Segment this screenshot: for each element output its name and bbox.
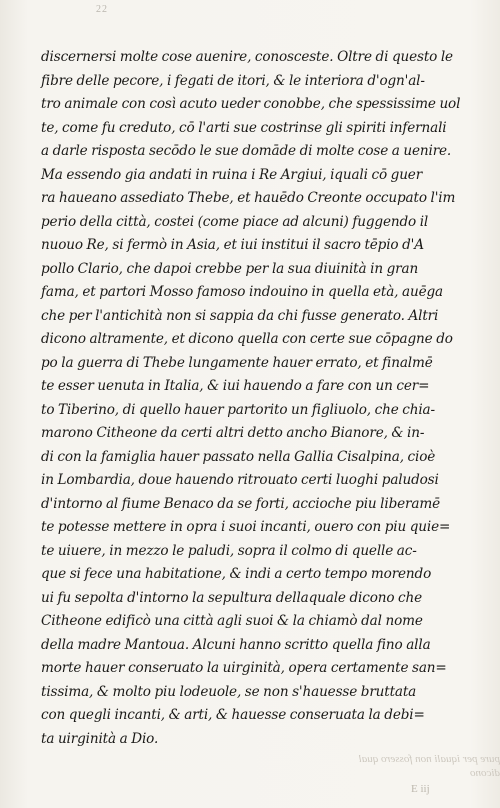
text-line: ta uirginità a Dio. (41, 730, 159, 747)
bleed-through-line: pure per iquali non fossero qual (358, 753, 500, 765)
text-line: to Tiberino, di quello hauer partorito un figliuolo, che chia- (41, 401, 435, 418)
text-line: que si fece una habitatione, & indi a certo tempo morendo (41, 566, 432, 582)
text-line: morte hauer conseruato la uirginità, opera certamente san= (41, 660, 447, 676)
text-line: pollo Clario, che dapoi crebbe per la sua diuinità in gran (41, 260, 419, 277)
text-line: con quegli incanti, & arti, & hauesse conseruata la debi= (41, 707, 425, 723)
text-line: nuouo Re, si fermò in Asia, et iui institui il sacro tēpio d'A (41, 237, 424, 253)
text-line: ui fu sepolta d'intorno la sepultura dellaquale dicono che (41, 589, 423, 606)
text-line: te uiuere, in mezzo le paludi, sopra il colmo di quelle ac- (41, 542, 417, 559)
text-line: Ma essendo gia andati in ruina i Re Argiui, iquali cō guer (41, 166, 423, 183)
text-line: po la guerra di Thebe lungamente hauer errato, et finalmē (41, 354, 433, 371)
text-line: perio della città, costei (come piace ad alcuni) fuggendo il (41, 213, 429, 230)
text-line: tro animale con così acuto ueder conobbe, che spessissime uol (41, 96, 461, 112)
text-line: marono Citheone da certi altri detto ancho Bianore, & in- (41, 425, 425, 441)
body-text (41, 46, 471, 751)
text-line: Citheone edificò una città agli suoi & la chiamò dal nome (41, 613, 423, 629)
text-line: a darle risposta secōdo le sue domāde di molte cose a uenire. (41, 143, 452, 159)
text-line: tissima, & molto piu lodeuole, se non s'hauesse bruttata (41, 683, 417, 700)
text-line: d'intorno al fiume Benaco da se forti, accioche piu liberamē (41, 495, 440, 512)
text-line: della madre Mantoua. Alcuni hanno scritto quella fino alla (41, 636, 431, 653)
text-line: ra haueano assediato Thebe, et hauēdo Creonte occupato l'im (41, 190, 456, 206)
page-number: 22 (96, 4, 108, 15)
signature-mark: E iij (411, 783, 430, 795)
text-line: discernersi molte cose auenire, conosceste. Oltre di questo le (41, 49, 453, 65)
text-line: che per l'antichità non si sappia da chi fusse generato. Altri (41, 307, 439, 324)
text-line: fama, et partori Mosso famoso indouino in quella età, auēga (41, 284, 443, 300)
text-line: di con la famiglia hauer passato nella Gallia Cisalpina, cioè (41, 448, 436, 465)
text-line: te esser uenuta in Italia, & iui hauendo a fare con un cer= (41, 378, 430, 394)
text-line: dicono altramente, et dicono quella con certe sue cōpagne do (41, 331, 453, 347)
bleed-through-line: dicono (470, 767, 500, 779)
text-line: te, come fu creduto, cō l'arti sue costrinse gli spiriti infernali (41, 119, 447, 136)
text-line: in Lombardia, doue hauendo ritrouato certi luoghi paludosi (41, 472, 439, 488)
text-line: fibre delle pecore, i fegati de itori, & le interiora d'ogn'al- (41, 72, 425, 89)
text-line: te potesse mettere in opra i suoi incanti, ouero con piu quie= (41, 519, 451, 535)
